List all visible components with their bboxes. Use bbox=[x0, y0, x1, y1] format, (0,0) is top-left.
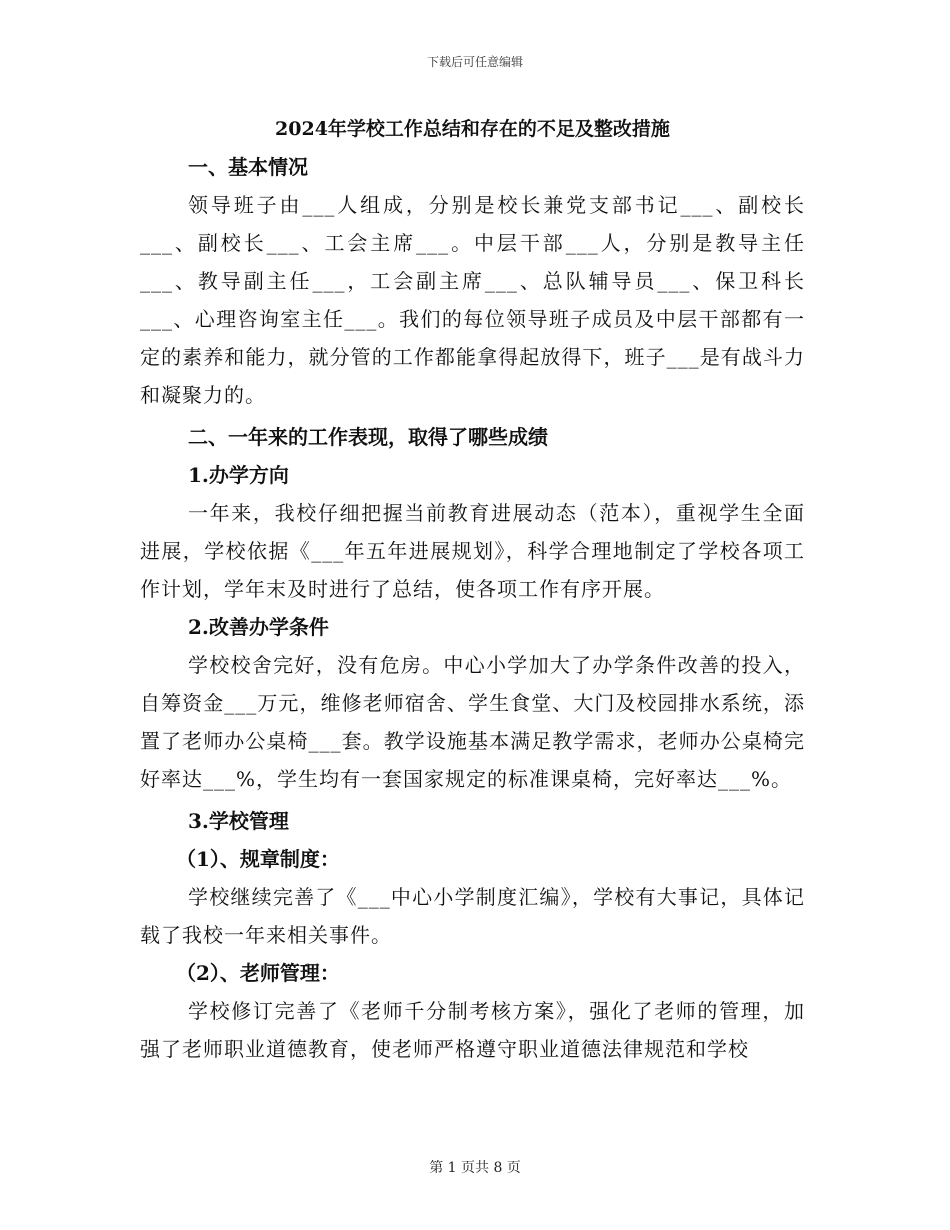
page-header: 下载后可任意编辑 bbox=[426, 55, 523, 69]
paragraph-rules: 学校继续完善了《___中心小学制度汇编》，学校有大事记，具体记载了我校一年来相关事件。 bbox=[140, 885, 805, 947]
section-heading-achievements: 二、一年来的工作表现，取得了哪些成绩 bbox=[188, 425, 548, 449]
sub-heading-rules: （1）、规章制度： bbox=[176, 847, 340, 871]
paragraph-conditions: 学校校舍完好，没有危房。中心小学加大了办学条件改善的投入，自筹资金___万元，维修老师宿舍、学生食堂、大门及校园排水系统，添置了老师办公桌椅___套。教学设施基本满足教学需求，老师办公桌椅完好率达___%，学生均有一套国家规定的标准课桌椅，完好率达___%。 bbox=[140, 653, 805, 791]
sub-heading-teacher-management: （2）、老师管理： bbox=[176, 961, 340, 985]
paragraph-teacher-management: 学校修订完善了《老师千分制考核方案》，强化了老师的管理，加强了老师职业道德教育，使老师严格遵守职业道德法律规范和学校 bbox=[140, 999, 805, 1061]
item-heading-school-direction: 1.办学方向 bbox=[188, 463, 289, 487]
section-heading-basic-info: 一、基本情况 bbox=[188, 155, 308, 179]
page-footer: 第 1 页共 8 页 bbox=[429, 1160, 521, 1176]
document-body bbox=[140, 112, 805, 1068]
item-heading-conditions: 2.改善办学条件 bbox=[188, 615, 329, 639]
item-heading-management: 3.学校管理 bbox=[188, 809, 289, 833]
document-title: 2024年学校工作总结和存在的不足及整改措施 bbox=[275, 118, 670, 140]
paragraph-school-direction: 一年来，我校仔细把握当前教育进展动态（范本），重视学生全面进展，学校依据《___年五年进展规划》，科学合理地制定了学校各项工作计划，学年末及时进行了总结，使各项工作有序开展。 bbox=[140, 501, 805, 601]
paragraph-basic-info: 领导班子由___人组成，分别是校长兼党支部书记___、副校长___、副校长___、工会主席___。中层干部___人，分别是教导主任___、教导副主任___，工会副主席___、总队辅导员___、保卫科长___、心理咨询室主任___。我们的每位领导班子成员及中层干部都有一定的素养和能力，就分管的工作都能拿得起放得下，班子___是有战斗力和凝聚力的。 bbox=[140, 193, 805, 407]
